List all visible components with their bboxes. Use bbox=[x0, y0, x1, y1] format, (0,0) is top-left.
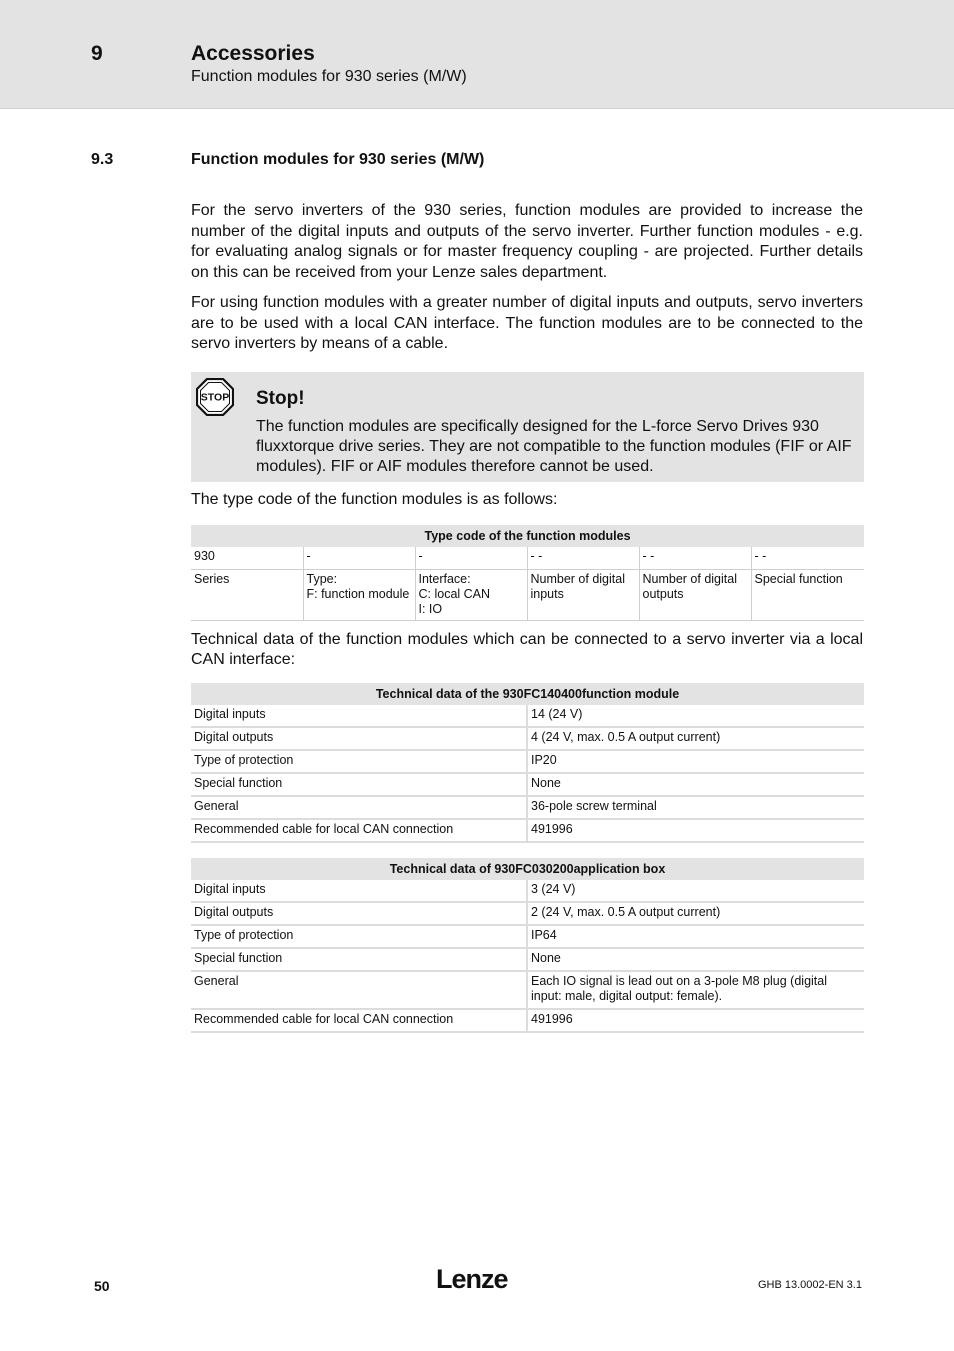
spec-label: General bbox=[191, 796, 527, 819]
table-row bbox=[191, 750, 864, 773]
table-row bbox=[191, 819, 864, 842]
spec-label: Special function bbox=[191, 773, 527, 796]
tech-table-fc030200 bbox=[191, 858, 864, 1033]
type-code-description-cell: Number of digital inputs bbox=[527, 570, 639, 621]
spec-value: 36-pole screw terminal bbox=[527, 796, 864, 819]
type-code-cell: - bbox=[303, 547, 415, 570]
table-row bbox=[191, 971, 864, 1009]
table-row bbox=[191, 948, 864, 971]
spec-label: Digital inputs bbox=[191, 705, 527, 727]
type-code-cell: - - bbox=[639, 547, 751, 570]
spec-value: 4 (24 V, max. 0.5 A output current) bbox=[527, 727, 864, 750]
tech-table-fc140400 bbox=[191, 683, 864, 843]
spec-label: Digital outputs bbox=[191, 727, 527, 750]
spec-value: 491996 bbox=[527, 819, 864, 842]
spec-label: General bbox=[191, 971, 527, 1009]
tech-data-intro: Technical data of the function modules which can be connected to a servo inverter via a local CAN interface: bbox=[191, 631, 863, 668]
spec-value: Each IO signal is lead out on a 3-pole M8 plug (digital input: male, digital output: female). bbox=[527, 971, 864, 1009]
chapter-subtitle: Function modules for 930 series (M/W) bbox=[191, 68, 467, 85]
type-code-description-row bbox=[191, 570, 864, 621]
type-code-intro: The type code of the function modules is as follows: bbox=[191, 491, 558, 508]
type-code-description-cell: Special function bbox=[751, 570, 864, 621]
spec-value: IP64 bbox=[527, 925, 864, 948]
section-title: Function modules for 930 series (M/W) bbox=[191, 151, 485, 168]
spec-value: IP20 bbox=[527, 750, 864, 773]
type-code-description-cell: Series bbox=[191, 570, 303, 621]
spec-value: None bbox=[527, 773, 864, 796]
tech-table-fc030200-title: Technical data of 930FC030200application box bbox=[191, 858, 864, 880]
table-row bbox=[191, 705, 864, 727]
table-row bbox=[191, 727, 864, 750]
spec-value: 2 (24 V, max. 0.5 A output current) bbox=[527, 902, 864, 925]
type-code-description-cell: Type: F: function module bbox=[303, 570, 415, 621]
table-row bbox=[191, 902, 864, 925]
stop-text: The function modules are specifically designed for the L-force Servo Drives 930 fluxxtorque drive series. They are not compatible to the function modules (FIF or AIF modules). FIF or AIF modules therefore cannot be used. bbox=[256, 418, 852, 475]
chapter-title: Accessories bbox=[191, 42, 315, 65]
spec-label: Recommended cable for local CAN connection bbox=[191, 1009, 527, 1032]
spec-value: None bbox=[527, 948, 864, 971]
page-number: 50 bbox=[94, 1278, 110, 1294]
spec-label: Type of protection bbox=[191, 750, 527, 773]
stop-title: Stop! bbox=[256, 388, 305, 409]
chapter-number: 9 bbox=[91, 42, 103, 65]
spec-value: 14 (24 V) bbox=[527, 705, 864, 727]
type-code-description-cell: Number of digital outputs bbox=[639, 570, 751, 621]
type-code-table bbox=[191, 525, 864, 621]
spec-label: Digital outputs bbox=[191, 902, 527, 925]
document-id: GHB 13.0002-EN 3.1 bbox=[758, 1279, 862, 1291]
type-code-cell: 930 bbox=[191, 547, 303, 570]
lenze-logo: Lenze bbox=[436, 1264, 508, 1294]
table-row bbox=[191, 773, 864, 796]
type-code-cell: - - bbox=[751, 547, 864, 570]
stop-sign-icon bbox=[196, 378, 234, 416]
paragraph-can: For using function modules with a greater number of digital inputs and outputs, servo inverters are to be used with a local CAN interface. The function modules are to be connected to the servo inverters by means of a cable. bbox=[191, 294, 863, 353]
spec-label: Digital inputs bbox=[191, 880, 527, 902]
paragraph-intro: For the servo inverters of the 930 series, function modules are provided to increase the number of the digital inputs and outputs of the servo inverter. Further function modules - e.g. for evaluating analog signals or for master frequency coupling - are projected. Further details on this can be received from your Lenze sales department. bbox=[191, 202, 863, 282]
header-band bbox=[0, 0, 954, 109]
stop-icon-label: STOP bbox=[200, 391, 230, 404]
section-number: 9.3 bbox=[91, 151, 114, 168]
spec-value: 491996 bbox=[527, 1009, 864, 1032]
spec-label: Recommended cable for local CAN connection bbox=[191, 819, 527, 842]
tech-table-fc140400-title: Technical data of the 930FC140400function module bbox=[191, 683, 864, 705]
table-row bbox=[191, 880, 864, 902]
type-code-cell: - - bbox=[527, 547, 639, 570]
stop-notice bbox=[191, 372, 864, 482]
spec-label: Special function bbox=[191, 948, 527, 971]
type-code-description-cell: Interface: C: local CAN I: IO bbox=[415, 570, 527, 621]
table-row bbox=[191, 1009, 864, 1032]
type-code-cell: - bbox=[415, 547, 527, 570]
type-code-table-title: Type code of the function modules bbox=[191, 525, 864, 547]
spec-label: Type of protection bbox=[191, 925, 527, 948]
spec-value: 3 (24 V) bbox=[527, 880, 864, 902]
table-row bbox=[191, 925, 864, 948]
type-code-row bbox=[191, 547, 864, 570]
table-row bbox=[191, 796, 864, 819]
